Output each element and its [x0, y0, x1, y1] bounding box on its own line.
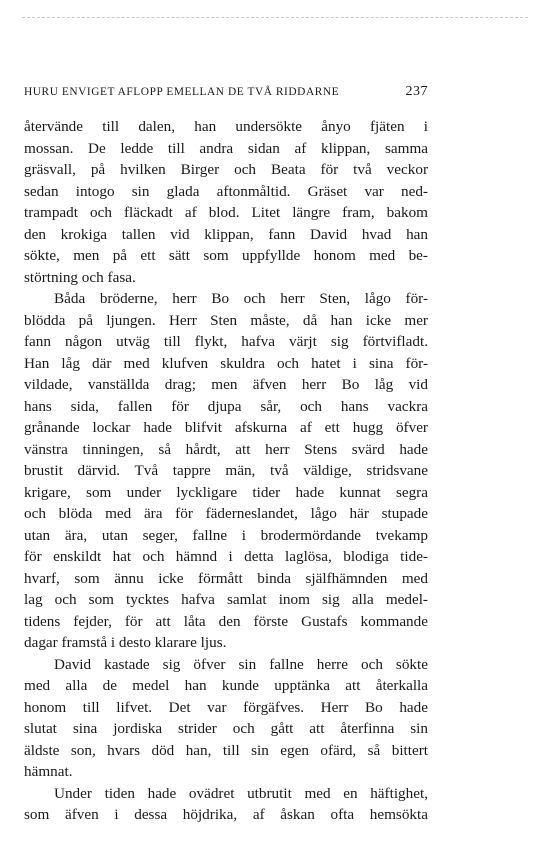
text-line: och blöda med ära för fäderneslandet, lågo här stupade — [24, 505, 428, 522]
text-line: krigare, som under lyckligare tider hade kunnat segra — [24, 483, 428, 501]
running-title: HURU ENVIGET AFLOPP EMELLAN DE TVÅ RIDDARNE — [24, 86, 340, 98]
text-line: gräsvall, på hvilken Birger och Beata för två veckor — [24, 161, 428, 178]
body-text — [24, 116, 428, 826]
text-line: honom till lifvet. Det var förgäfves. Herr Bo hade — [24, 698, 428, 716]
text-line: brustit därvid. Två tappre män, två väldige, stridsvane — [24, 462, 428, 479]
text-line: hämnat. — [24, 763, 73, 780]
text-line: sedan intogo sin glada aftonmåltid. Gräset var ned- — [24, 182, 428, 200]
page-number: 237 — [405, 84, 428, 99]
text-line: sökte, men på ett sätt som uppfyllde honom med be- — [24, 247, 428, 264]
text-line: utan ära, utan seger, fallne i brodermördande tvekamp — [24, 526, 428, 544]
text-line: med alla de medel han kunde upptänka att återkalla — [24, 677, 428, 694]
text-line: blödda på ljungen. Herr Sten måste, då han icke mer — [24, 311, 428, 329]
text-line: vänstra tinningen, så hårdt, att herr Stens svärd hade — [24, 440, 428, 458]
text-line: fann någon utväg till flykt, hafva värjt sig förtvifladt. — [24, 333, 428, 350]
text-line: tidens fejder, för att låta den förste Gustafs kommande — [24, 612, 428, 630]
text-line: störtning och fasa. — [24, 268, 136, 286]
running-header — [24, 84, 428, 100]
text-line: som äfven i dessa höjdrika, af åskan ofta hemsökta — [24, 806, 428, 823]
text-line: återvände till dalen, han undersökte ånyo fjäten i — [24, 118, 428, 135]
text-line: för enskildt hat och hämnd i detta laglösa, blodiga tide- — [24, 548, 428, 565]
text-line: äldste son, hvars död han, till sin egen ofärd, så bittert — [24, 741, 428, 759]
text-line: vildade, vanställda drag; men äfven herr Bo låg vid — [24, 376, 428, 393]
text-line: mossan. De ledde till andra sidan af klippan, samma — [24, 139, 428, 157]
text-line: Båda bröderne, herr Bo och herr Sten, lågo för- — [54, 290, 428, 307]
text-line: den krokiga tallen vid klippan, fann David hvad han — [24, 225, 428, 243]
text-line: Han låg där med klufven skuldra och hatet i sina för- — [24, 354, 428, 372]
text-line: Under tiden hade ovädret utbrutit med en häftighet, — [54, 784, 428, 802]
text-line: David kastade sig öfver sin fallne herre och sökte — [54, 655, 428, 673]
text-line: hvarf, som ännu icke förmått binda själfhämnden med — [24, 569, 428, 587]
text-line: hans sida, fallen för djupa sår, och hans vackra — [24, 397, 428, 415]
text-line: trampadt och fläckadt af blod. Litet längre fram, bakom — [24, 204, 428, 221]
text-line: grånande lockar hade blifvit afskurna af ett hugg öfver — [24, 419, 428, 436]
text-line: slutat sina jordiska strider och gått att återfinna sin — [24, 720, 428, 737]
top-edge-rule — [22, 17, 528, 18]
text-line: dagar framstå i desto klarare ljus. — [24, 634, 227, 651]
text-line: lag och som tycktes hafva samlat inom sig alla medel- — [24, 591, 428, 608]
